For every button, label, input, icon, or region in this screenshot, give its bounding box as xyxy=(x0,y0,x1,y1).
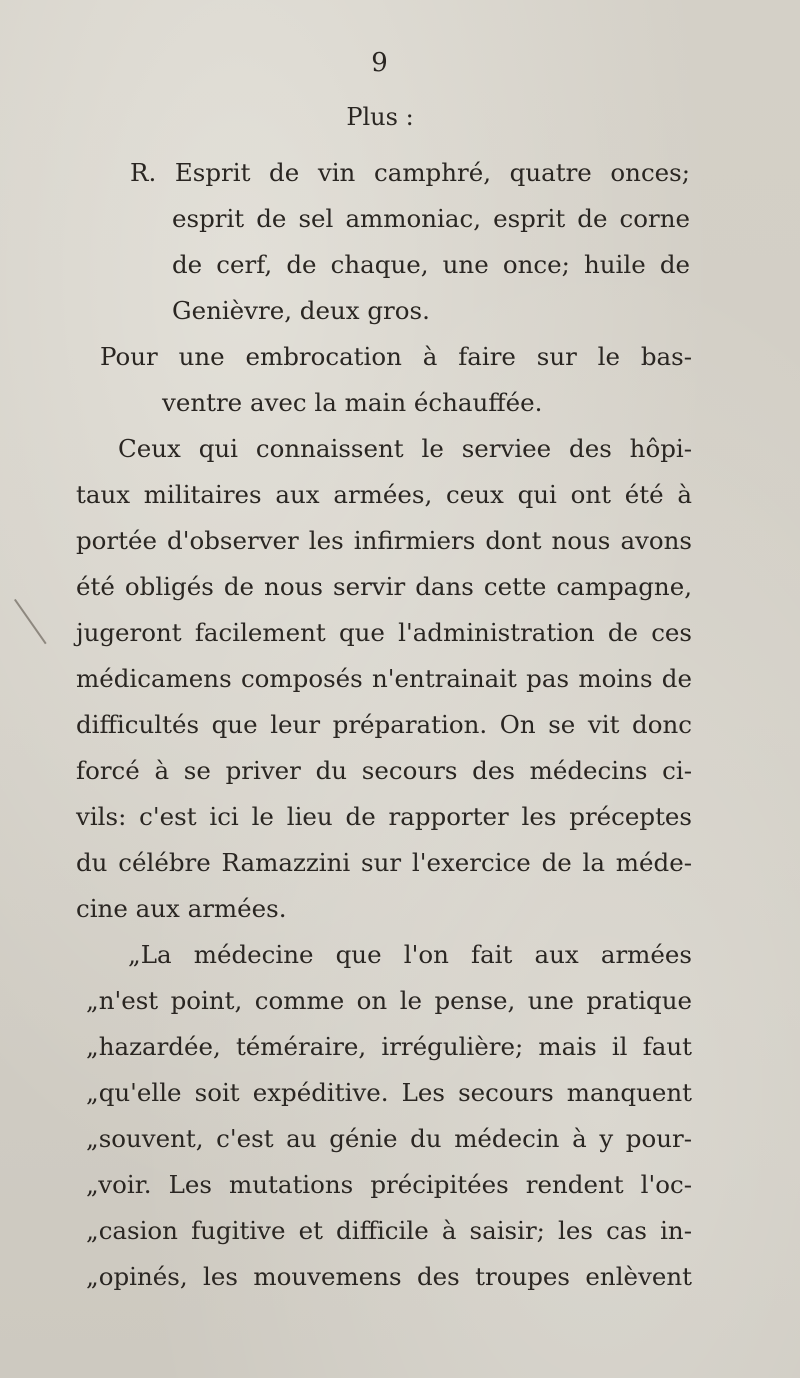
quotation-line: „n'est point, comme on le pense, une pratique xyxy=(86,986,692,1015)
page-number: 9 xyxy=(371,48,389,78)
instruction-line: Pour une embrocation à faire sur le bas- xyxy=(100,342,692,371)
quotation-line: „souvent, c'est au génie du médecin à y pour- xyxy=(86,1124,692,1153)
section-heading: Plus : xyxy=(346,103,414,131)
paragraph-line: vils: c'est ici le lieu de rapporter les préceptes xyxy=(76,802,692,831)
paragraph-line: difficultés que leur préparation. On se vit donc xyxy=(76,710,692,739)
margin-pencil-mark xyxy=(14,599,47,644)
paragraph-line: forcé à se priver du secours des médecins ci- xyxy=(76,756,692,785)
paragraph-line: taux militaires aux armées, ceux qui ont été à xyxy=(76,480,692,509)
paragraph-line: cine aux armées. xyxy=(76,894,287,923)
quotation-line: „La médecine que l'on fait aux armées xyxy=(128,940,692,969)
prescription-line: de cerf, de chaque, une once; huile de xyxy=(172,250,690,279)
quotation-line: „hazardée, téméraire, irrégulière; mais il faut xyxy=(86,1032,692,1061)
paragraph-line: jugeront facilement que l'administration de ces xyxy=(76,618,692,647)
prescription-line: Genièvre, deux gros. xyxy=(172,296,430,325)
quotation-line: „casion fugitive et difficile à saisir; les cas in- xyxy=(86,1216,692,1245)
paragraph-line: du célébre Ramazzini sur l'exercice de la méde- xyxy=(76,848,692,877)
paragraph-line: été obligés de nous servir dans cette campagne, xyxy=(76,572,692,601)
quotation-line: „qu'elle soit expéditive. Les secours manquent xyxy=(86,1078,692,1107)
quotation-line: „voir. Les mutations précipitées rendent l'oc- xyxy=(86,1170,692,1199)
prescription-line: esprit de sel ammoniac, esprit de corne xyxy=(172,204,690,233)
prescription-line: R. Esprit de vin camphré, quatre onces; xyxy=(130,158,690,187)
paragraph-line: portée d'observer les infirmiers dont nous avons xyxy=(76,526,692,555)
paragraph-line: médicamens composés n'entrainait pas moins de xyxy=(76,664,692,693)
quotation-line: „opinés, les mouvemens des troupes enlèvent xyxy=(86,1262,692,1291)
instruction-line: ventre avec la main échauffée. xyxy=(162,388,543,417)
paragraph-line: Ceux qui connaissent le serviee des hôpi- xyxy=(118,434,692,463)
